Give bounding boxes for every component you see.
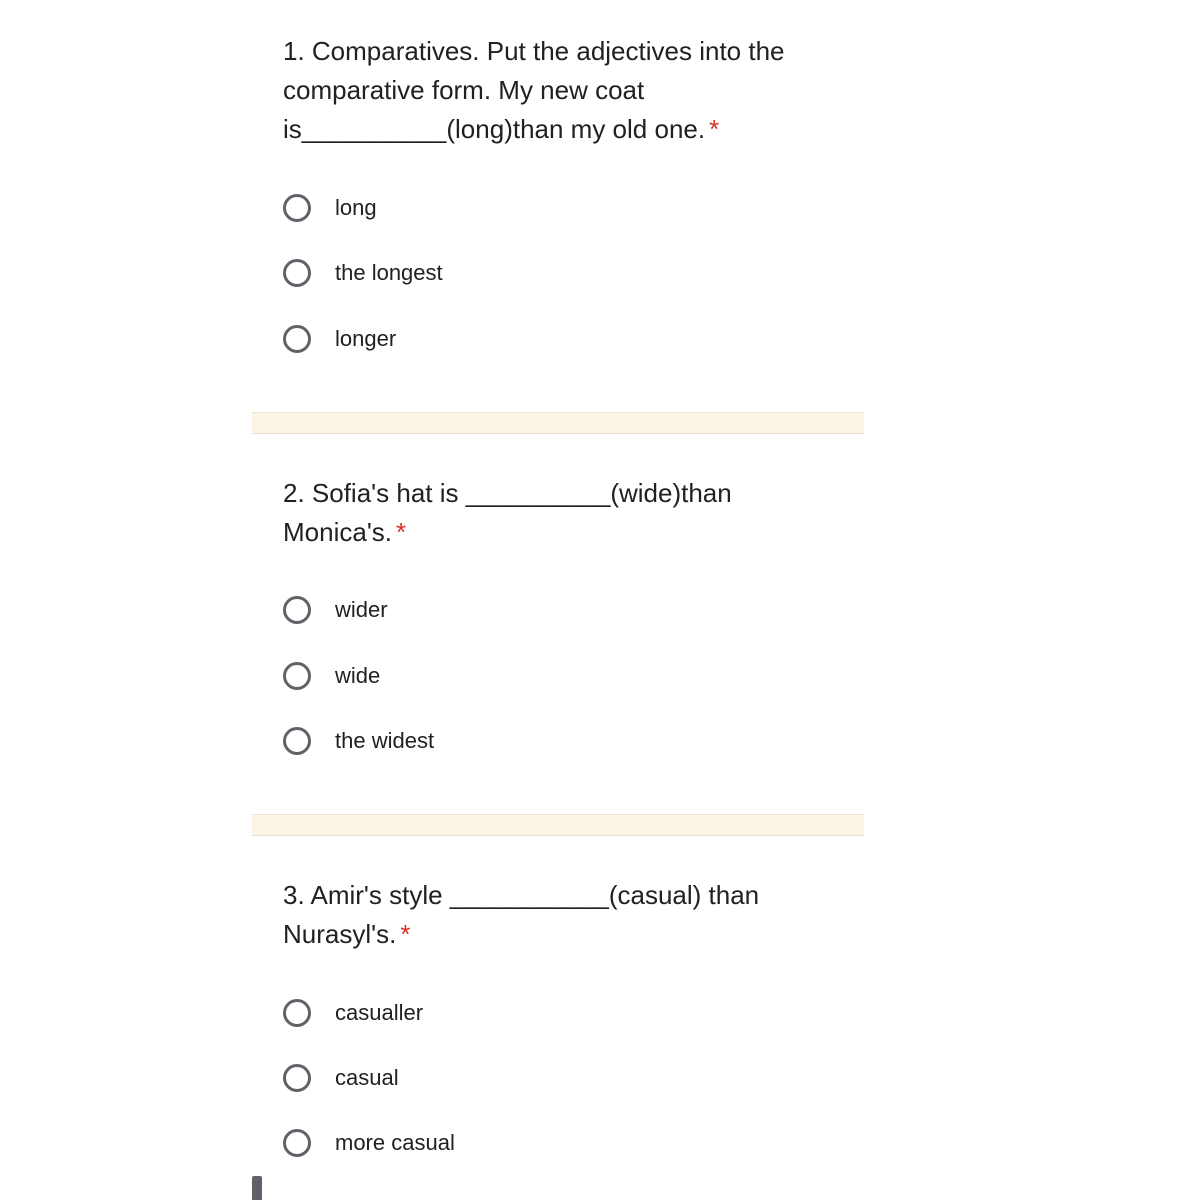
required-asterisk: * <box>396 517 407 547</box>
radio-unchecked-icon[interactable] <box>283 194 311 222</box>
option-casual[interactable] <box>283 1064 703 1098</box>
option-more-casual[interactable] <box>283 1129 703 1163</box>
required-asterisk: * <box>709 114 720 144</box>
radio-unchecked-icon[interactable] <box>283 259 311 287</box>
radio-unchecked-icon[interactable] <box>283 1129 311 1157</box>
option-long[interactable] <box>283 194 703 228</box>
option-label: longer <box>335 326 397 351</box>
section-divider <box>252 412 864 434</box>
section-divider <box>252 814 864 836</box>
radio-unchecked-icon[interactable] <box>283 596 311 624</box>
option-label: long <box>335 195 377 220</box>
option-label: wide <box>335 663 381 688</box>
question-1-title <box>283 32 843 149</box>
scrollbar-thumb[interactable] <box>252 1176 262 1200</box>
option-the-longest[interactable] <box>283 259 703 293</box>
option-label: more casual <box>335 1130 455 1155</box>
question-3-text: 3. Amir's style ___________(casual) than Nurasyl's. <box>283 880 760 949</box>
radio-unchecked-icon[interactable] <box>283 727 311 755</box>
option-label: the widest <box>335 728 435 753</box>
question-3-title <box>283 876 803 954</box>
option-the-widest[interactable] <box>283 727 703 761</box>
option-label: casual <box>335 1065 399 1090</box>
required-asterisk: * <box>400 919 411 949</box>
option-label: wider <box>335 597 388 622</box>
radio-unchecked-icon[interactable] <box>283 662 311 690</box>
option-casualler[interactable] <box>283 999 703 1033</box>
radio-unchecked-icon[interactable] <box>283 325 311 353</box>
question-2-title <box>283 474 763 552</box>
question-2-text: 2. Sofia's hat is __________(wide)than Monica's. <box>283 478 732 547</box>
question-1-text: 1. Comparatives. Put the adjectives into the comparative form. My new coat is__________(long)than my old one. <box>283 36 785 144</box>
radio-unchecked-icon[interactable] <box>283 1064 311 1092</box>
option-wider[interactable] <box>283 596 703 630</box>
radio-unchecked-icon[interactable] <box>283 999 311 1027</box>
option-wide[interactable] <box>283 662 703 696</box>
option-longer[interactable] <box>283 325 703 359</box>
option-label: casualler <box>335 1000 424 1025</box>
option-label: the longest <box>335 260 443 285</box>
